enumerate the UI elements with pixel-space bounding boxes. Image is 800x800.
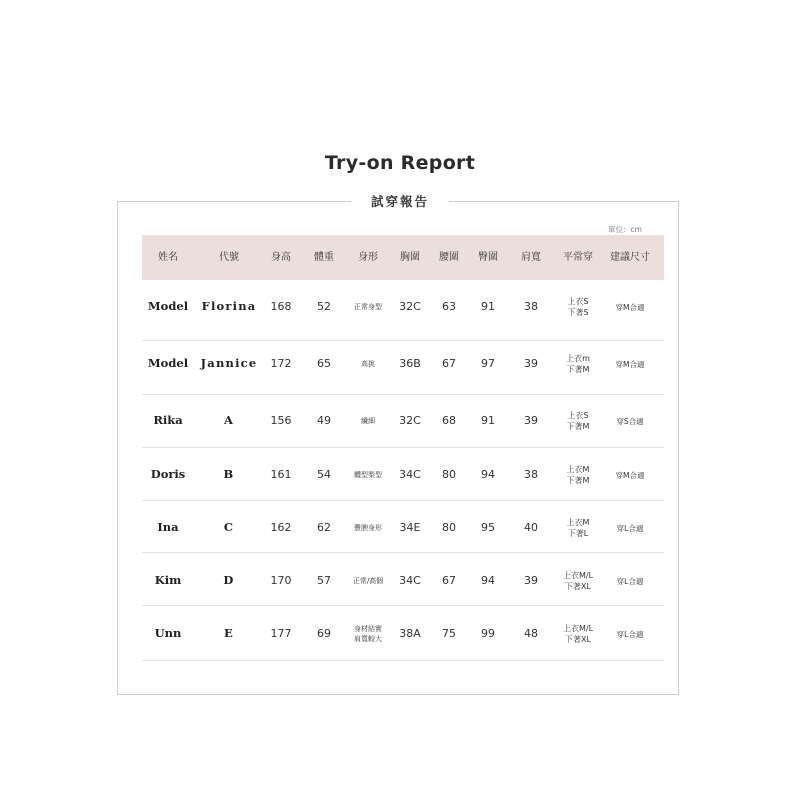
cell-usual	[563, 623, 593, 645]
cell-bust: 34C	[399, 574, 421, 587]
cell-waist: 75	[442, 627, 456, 640]
cell-line: 上衣M	[566, 465, 590, 474]
cell-line: 下著XL	[565, 582, 591, 591]
cell-hip: 99	[481, 627, 495, 640]
cell-weight: 65	[317, 357, 331, 370]
cell-name: Ina	[157, 520, 179, 534]
cell-shoulder: 38	[524, 300, 538, 313]
cell-bust: 34C	[399, 468, 421, 481]
cell-suggest: 穿S合適	[616, 417, 644, 426]
cell-line: 下著M	[566, 422, 590, 431]
cell-weight: 54	[317, 468, 331, 481]
cell-line: 豐腴身形	[354, 524, 382, 532]
cell-line: 下著M	[566, 476, 590, 485]
cell-bust: 32C	[399, 414, 421, 427]
cell-shoulder: 39	[524, 574, 538, 587]
cell-shoulder: 39	[524, 414, 538, 427]
cell-shoulder: 48	[524, 627, 538, 640]
cell-shape	[354, 624, 382, 644]
cell-waist: 63	[442, 300, 456, 313]
cell-usual	[567, 410, 590, 432]
cell-weight: 69	[317, 627, 331, 640]
cell-weight: 62	[317, 521, 331, 534]
cell-hip: 97	[481, 357, 495, 370]
cell-waist: 67	[442, 574, 456, 587]
cell-suggest: 穿M合適	[615, 303, 645, 312]
cell-suggest: 穿M合適	[615, 471, 645, 480]
cell-name: Model	[147, 299, 189, 313]
cell-name: Rika	[153, 413, 183, 427]
cell-height: 172	[270, 357, 292, 370]
report-subtitle-wrap	[0, 191, 800, 210]
cell-shoulder: 39	[524, 357, 538, 370]
header-cell: 代號	[219, 252, 239, 263]
header-cell: 身形	[358, 252, 378, 263]
cell-shape	[361, 359, 375, 369]
header-cell: 身高	[271, 252, 291, 263]
cell-shape	[361, 416, 375, 426]
cell-code: C	[223, 520, 235, 534]
cell-name: Model	[147, 356, 189, 370]
row-divider	[142, 447, 664, 448]
cell-shoulder: 38	[524, 468, 538, 481]
cell-usual	[566, 353, 590, 375]
cell-line: 下著S	[567, 308, 589, 317]
report-subtitle: 試穿報告	[351, 192, 449, 210]
cell-weight: 52	[317, 300, 331, 313]
cell-shape	[353, 576, 383, 586]
cell-weight: 49	[317, 414, 331, 427]
cell-waist: 80	[442, 521, 456, 534]
cell-line: 高挑	[361, 360, 375, 368]
cell-code: E	[224, 626, 234, 640]
row-divider	[142, 500, 664, 501]
cell-line: 正常/高個	[352, 577, 384, 585]
cell-name: Kim	[154, 573, 182, 587]
cell-hip: 95	[481, 521, 495, 534]
cell-weight: 57	[317, 574, 331, 587]
cell-usual	[563, 570, 593, 592]
header-cell: 姓名	[158, 252, 178, 263]
header-cell: 體重	[314, 252, 334, 263]
cell-line: 正常身型	[354, 303, 382, 311]
cell-hip: 94	[481, 468, 495, 481]
cell-line: 下著L	[567, 529, 589, 538]
cell-shape	[354, 302, 382, 312]
cell-height: 168	[270, 300, 292, 313]
cell-line: 上衣M/L	[562, 624, 594, 633]
cell-bust: 34E	[399, 521, 421, 534]
row-divider	[142, 340, 664, 341]
cell-name: Unn	[154, 626, 182, 640]
row-divider	[142, 605, 664, 606]
cell-code: D	[223, 573, 235, 587]
cell-name: Doris	[150, 467, 186, 481]
cell-height: 177	[270, 627, 292, 640]
cell-hip: 94	[481, 574, 495, 587]
cell-height: 161	[270, 468, 292, 481]
header-cell: 肩寬	[521, 252, 541, 263]
cell-height: 170	[270, 574, 292, 587]
cell-line: 體型梨型	[354, 471, 382, 479]
cell-code: A	[223, 413, 235, 427]
cell-line: 身材結實	[354, 625, 382, 633]
row-divider	[142, 394, 664, 395]
cell-line: 纖細	[361, 417, 375, 425]
cell-usual	[567, 464, 590, 486]
cell-suggest: 穿L合適	[616, 577, 644, 586]
cell-hip: 91	[481, 414, 495, 427]
cell-height: 156	[270, 414, 292, 427]
cell-line: 上衣M/L	[562, 571, 594, 580]
cell-usual	[567, 296, 588, 318]
cell-line: 下著XL	[565, 635, 591, 644]
header-cell: 腰圍	[439, 252, 459, 263]
cell-bust: 36B	[399, 357, 421, 370]
cell-code: B	[223, 467, 235, 481]
cell-suggest: 穿M合適	[615, 360, 645, 369]
cell-waist: 80	[442, 468, 456, 481]
cell-code: Florina	[201, 299, 257, 313]
header-cell: 平常穿	[563, 252, 593, 263]
cell-height: 162	[270, 521, 292, 534]
cell-shape	[354, 523, 382, 533]
table-header	[142, 235, 664, 280]
cell-line: 下著M	[566, 365, 590, 374]
cell-waist: 67	[442, 357, 456, 370]
cell-shape	[354, 470, 382, 480]
row-divider	[142, 552, 664, 553]
unit-label: 單位：cm	[608, 225, 642, 234]
header-cell: 臀圍	[478, 252, 498, 263]
cell-usual	[567, 517, 590, 539]
cell-line: 上衣m	[566, 354, 590, 363]
cell-suggest: 穿L合適	[616, 630, 644, 639]
cell-bust: 32C	[399, 300, 421, 313]
cell-line: 上衣M	[566, 518, 590, 527]
header-cell: 胸圍	[400, 252, 420, 263]
cell-bust: 38A	[399, 627, 421, 640]
cell-code: Jannice	[200, 356, 258, 370]
cell-line: 上衣S	[567, 297, 589, 306]
header-cell: 建議尺寸	[610, 252, 650, 263]
cell-line: 上衣S	[567, 411, 589, 420]
cell-waist: 68	[442, 414, 456, 427]
cell-hip: 91	[481, 300, 495, 313]
report-title: Try-on Report	[324, 152, 476, 174]
cell-shoulder: 40	[524, 521, 538, 534]
cell-suggest: 穿L合適	[616, 524, 644, 533]
row-divider	[142, 660, 664, 661]
cell-line: 肩寬較大	[354, 635, 382, 643]
